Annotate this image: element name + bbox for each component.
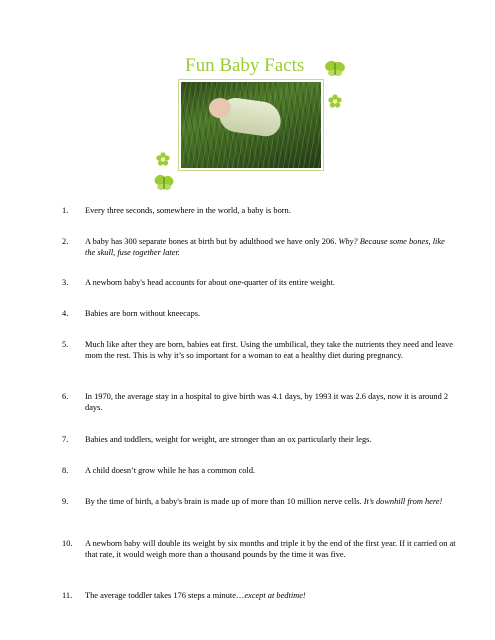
list-item [62, 236, 457, 259]
list-item [62, 308, 457, 319]
list-item [62, 496, 457, 507]
list-number: 9. [62, 497, 69, 506]
baby-photo [178, 79, 324, 171]
fact-text: A child doesn’t grow while he has a common cold. [85, 466, 256, 475]
list-item [62, 277, 457, 288]
list-number: 10. [62, 539, 73, 548]
fact-text: The average toddler takes 176 steps a minute…except at bedtime! [85, 591, 306, 600]
fact-text: A baby has 300 separate bones at birth but by adulthood we have only 206. Why? Because some bones, like the skull, fuse together later. [85, 237, 445, 258]
list-number: 11. [62, 591, 73, 600]
fact-text: Every three seconds, somewhere in the world, a baby is born. [85, 206, 291, 215]
fact-text: A newborn baby's head accounts for about one-quarter of its entire weight. [85, 278, 335, 287]
list-number: 2. [62, 237, 69, 246]
fact-text: In 1970, the average stay in a hospital to give birth was 4.1 days, by 1993 it was 2.6 days, now it is around 2 days. [85, 392, 449, 413]
fact-text: A newborn baby will double its weight by six months and triple it by the end of the first year. If it carried on at that rate, it would weigh more than a thousand pounds by the time it was five. [85, 539, 456, 560]
list-number: 3. [62, 278, 69, 287]
list-item [62, 465, 457, 476]
list-number: 8. [62, 466, 69, 475]
list-number: 4. [62, 309, 69, 318]
page-title: Fun Baby Facts [185, 55, 305, 76]
flower-icon [156, 152, 170, 166]
butterfly-icon [323, 60, 347, 78]
list-item [62, 205, 457, 216]
fact-text: Much like after they are born, babies eat first. Using the umbilical, they take the nutrients they need and leave mom the rest. This is why it’s so important for a woman to eat a healthy diet during pregnancy. [85, 340, 453, 361]
fact-italic: It’s downhill from here! [363, 497, 443, 506]
fact-italic: except at bedtime! [244, 591, 306, 600]
list-item [62, 538, 457, 561]
list-number: 5. [62, 340, 69, 349]
list-item [62, 590, 457, 601]
list-number: 7. [62, 435, 69, 444]
list-item [62, 339, 457, 362]
baby-in-grass-photo [181, 82, 321, 168]
flower-icon [328, 94, 342, 108]
list-item [62, 391, 457, 414]
list-number: 6. [62, 392, 69, 401]
fact-text: Babies are born without kneecaps. [85, 309, 201, 318]
list-item [62, 434, 457, 445]
butterfly-icon [153, 174, 175, 192]
fact-italic: Why? Because some bones, like the skull, fuse together later. [85, 237, 445, 258]
fact-text: By the time of birth, a baby's brain is made up of more than 10 million nerve cells. It’s downhill from here! [85, 497, 443, 506]
list-number: 1. [62, 206, 69, 215]
fact-text: Babies and toddlers, weight for weight, are stronger than an ox particularly their legs. [85, 435, 372, 444]
